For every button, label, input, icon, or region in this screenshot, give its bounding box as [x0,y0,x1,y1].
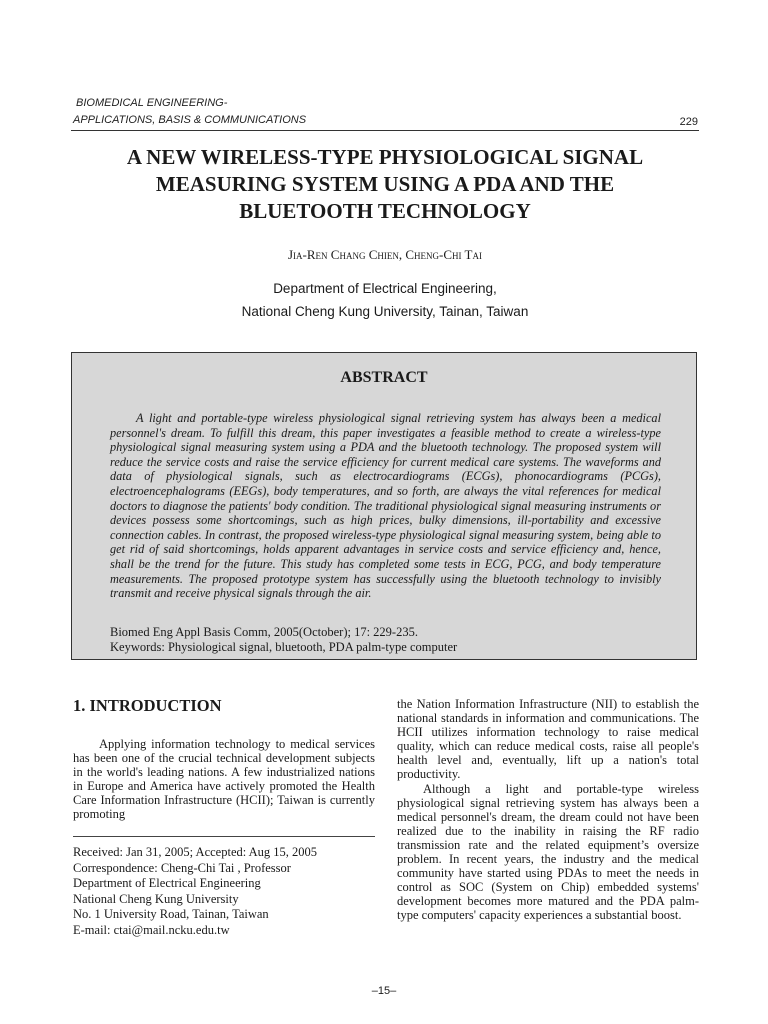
title-line-2: MEASURING SYSTEM USING A PDA AND THE [155,172,615,196]
footnote-address: No. 1 University Road, Tainan, Taiwan [73,907,269,922]
footnote-email: E-mail: ctai@mail.ncku.edu.tw [73,922,230,937]
footnote-rule [73,836,375,837]
abstract-paragraph: A light and portable-type wireless physiological signal retrieving system has always been a medical personnel's dream. To fulfill this dream, this paper investigates a feasible method to create a wireless-type physiological signal measuring system using a PDA and the bluetooth technology. The proposed system will reduce the service costs and raise the service efficiency for current medical care systems. The waveforms and data of physiological signals, such as electrocardiograms (ECGs), phonocardiograms (PCGs), electroencephalograms (EEGs), body temperatures, and so forth, are always the vital references for medical doctors to diagnose the patients' body condition. The traditional physiological signal measuring instruments or devices possess some shortcomings, such as high prices, bulky dimensions, ill-portability and excessive connection cables. In contrast, the proposed wireless-type physiological signal measuring system, being able to get rid of said shortcomings, holds apparent advantages in service costs and service efficiency and, hence, shall be the trend for the future. This study has completed some tests in ECG, PCG, and body temperature measurements. The proposed prototype system has successfully using the bluetooth technology to invisibly transmit and receive physical signals through the air. [110,411,661,601]
paper-title [71,144,699,225]
authors: Jia-Ren Chang Chien, Cheng-Chi Tai [287,247,482,262]
affiliation-line-1: Department of Electrical Engineering, [273,281,497,296]
title-line-3: BLUETOOTH TECHNOLOGY [239,199,531,223]
intro-paragraph-1: Applying information technology to medical services has been one of the crucial technical development subjects in the world's leading nations. A few industrialized nations in Europe and America have actively promoted the Health Care Information Infrastructure (HCII); Taiwan is currently promoting [73,737,375,822]
header-rule [71,130,699,131]
footer-page-number: –15– [371,985,397,997]
abstract-heading: ABSTRACT [340,369,428,386]
journal-name-line2: APPLICATIONS, BASIS & COMMUNICATIONS [73,114,307,126]
page-number: 229 [679,116,698,128]
intro-paragraph-3: Although a light and portable-type wireless physiological signal retrieving system has always been a medical personnel's dream, the dream could not have been realized due to the inability in raising the RF radio transmission rate and the related equipment’s oversize problem. In recent years, the industry and the medical community have started using PDAs to meet the needs in control as SOC (System on Chip) embedded systems' development becomes more matured and the PDA palm-type computers' capacity experiences a substantial boost. [397,781,699,923]
footnote-university: National Cheng Kung University [73,891,239,906]
abstract-meta [110,625,661,655]
affiliation-line-2: National Cheng Kung University, Tainan, Taiwan [241,304,529,319]
abstract-text [110,411,661,601]
intro-paragraph-2: the Nation Information Infrastructure (NII) to establish the national standards in information and communications. The HCII utilizes information technology to raise medical quality, which can reduce medical costs, raise all people's health level and, eventually, lift up a nation's total productivity. [397,697,699,782]
intro-right-column [397,697,699,923]
footnote-received: Received: Jan 31, 2005; Accepted: Aug 15, 2005 [73,845,318,859]
footnote [73,845,375,939]
citation: Biomed Eng Appl Basis Comm, 2005(October); 17: 229-235. [110,625,418,639]
affiliation [71,277,699,323]
section-heading-introduction: 1. INTRODUCTION [73,696,222,715]
journal-name-line1: BIOMEDICAL ENGINEERING- [76,97,228,109]
footnote-department: Department of Electrical Engineering [73,876,261,891]
keywords: Keywords: Physiological signal, bluetooth, PDA palm-type computer [110,640,458,654]
title-line-1: A NEW WIRELESS-TYPE PHYSIOLOGICAL SIGNAL [126,145,644,169]
abstract-box [71,352,697,660]
footnote-correspondence: Correspondence: Cheng-Chi Tai , Professor [73,860,291,875]
intro-left-column [73,737,375,822]
